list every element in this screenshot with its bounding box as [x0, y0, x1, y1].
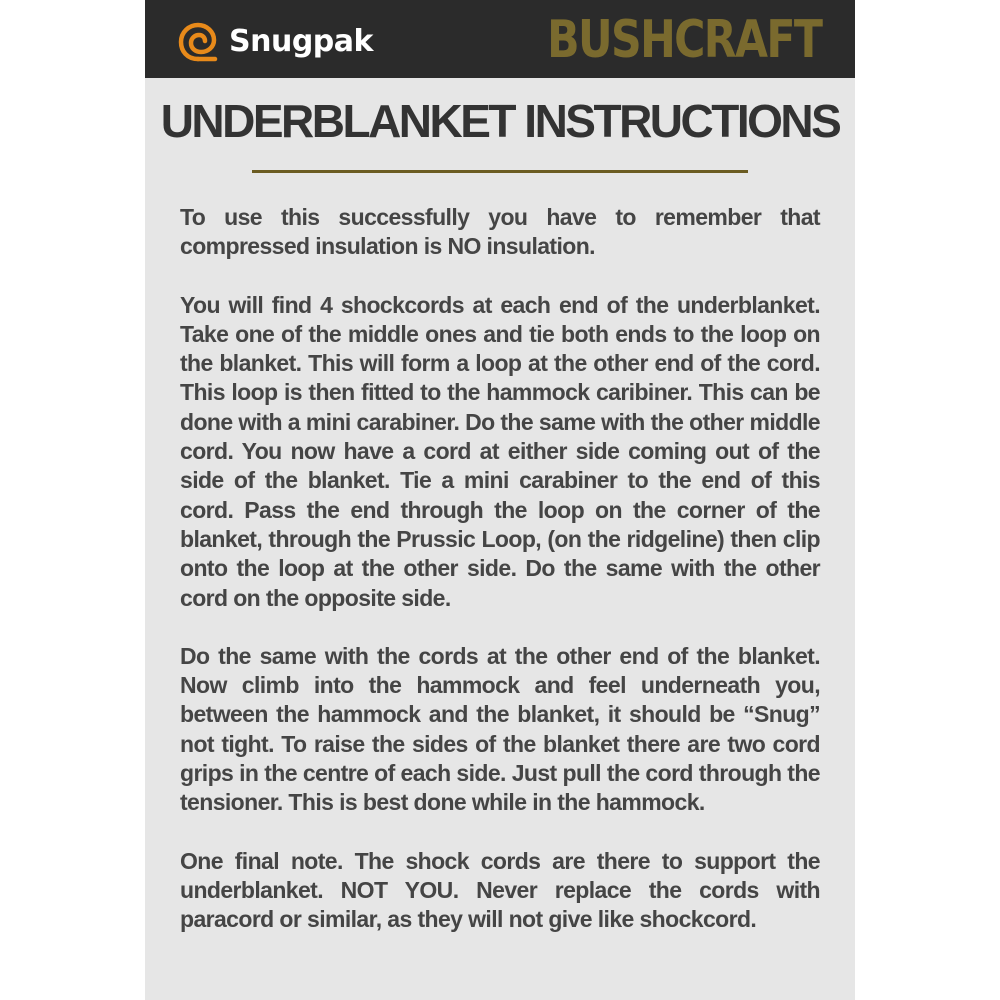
logo-text: Snugpak — [229, 24, 373, 59]
bushcraft-label: BUSHCRAFT — [546, 10, 821, 70]
instructions-body — [180, 203, 820, 964]
title-divider — [252, 170, 748, 173]
paragraph-2: You will find 4 shockcords at each end of the underblanket. Take one of the middle ones and tie both ends to the loop on the blanket. This will form a loop at the other end of the cord. This loop is then fitted to the hammock caribiner. This can be done with a mini carabiner. Do the same with the other middle cord. You now have a cord at either side coming out of the side of the blanket. Tie a mini carabiner to the end of this cord. Pass the end through the loop on the corner of the blanket, through the Prussic Loop, (on the ridgeline) then clip onto the loop at the other side. Do the same with the other cord on the opposite side. — [180, 291, 820, 611]
paragraph-1: To use this successfully you have to remember that compressed insulation is NO insulation. — [180, 204, 820, 260]
snail-shell-icon — [177, 21, 219, 63]
paragraph-4: One final note. The shock cords are there to support the underblanket. NOT YOU. Never replace the cords with paracord or similar, as they will not give like shockcord. — [180, 847, 820, 933]
header-bar — [145, 0, 855, 78]
instruction-sheet — [145, 0, 855, 1000]
snugpak-logo — [177, 20, 373, 64]
page-title: UNDERBLANKET INSTRUCTIONS — [160, 95, 840, 147]
paragraph-3: Do the same with the cords at the other end of the blanket. Now climb into the hammock and feel underneath you, between the hammock and the blanket, it should be “Snug” not tight. To raise the sides of the blanket there are two cord grips in the centre of each side. Just pull the cord through the tensioner. This is best done while in the hammock. — [180, 642, 820, 816]
